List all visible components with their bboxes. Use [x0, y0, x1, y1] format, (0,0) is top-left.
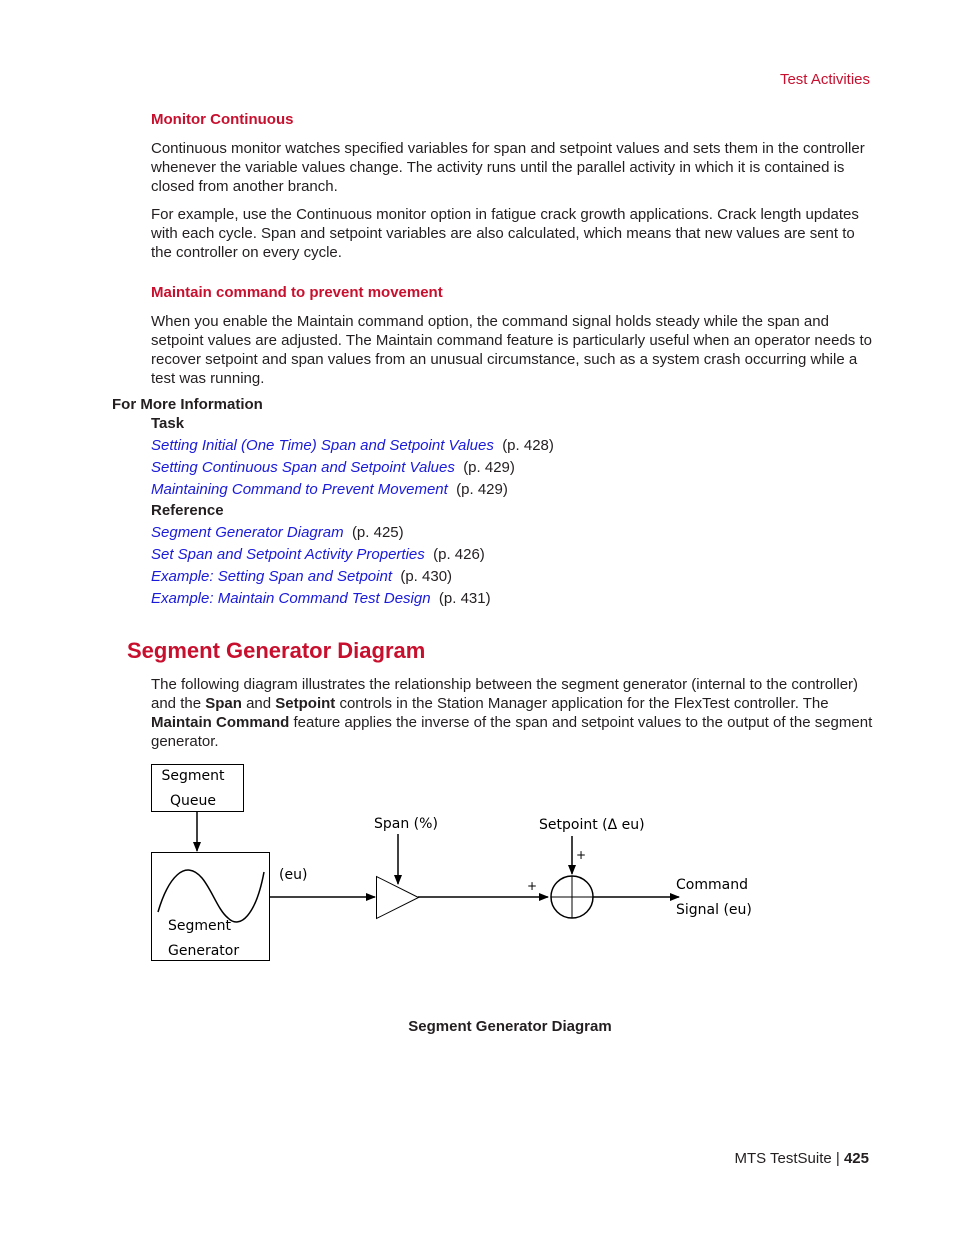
reference-link-segment-generator-diagram[interactable]: Segment Generator Diagram [151, 524, 344, 541]
span-label: Span (%) [374, 816, 438, 832]
segment-generator-heading: Segment Generator Diagram [127, 638, 426, 663]
task-link-continuous-span-setpoint[interactable]: Setting Continuous Span and Setpoint Values [151, 459, 455, 476]
diagram-caption: Segment Generator Diagram [408, 1018, 612, 1035]
maintain-command-heading: Maintain command to prevent movement [151, 284, 443, 301]
intro-text: The following diagram illustrates the relationship between the segment generator (internal to the controller) and the [151, 676, 859, 712]
generator-label-line2: Generator [168, 943, 240, 959]
summer-plus-top: + [576, 848, 587, 862]
intro-bold-setpoint: Setpoint [275, 695, 336, 712]
output-label-line1: Command [676, 877, 748, 893]
monitor-paragraph-2: For example, use the Continuous monitor option in fatigue crack growth applications. Crack length updates with each cycle. Span and setpoint variables are also calculated, which means that new values are sent to the controller on every cycle. [151, 206, 859, 261]
page-ref: (p. 428) [502, 437, 554, 454]
reference-label: Reference [151, 502, 224, 519]
task-label: Task [151, 415, 185, 432]
reference-link-activity-properties[interactable]: Set Span and Setpoint Activity Properties [151, 546, 425, 563]
setpoint-label: Setpoint (Δ eu) [539, 817, 645, 833]
intro-text: and [241, 695, 276, 712]
footer-page-number: 425 [843, 1150, 869, 1167]
queue-label-line1: Segment [161, 768, 225, 784]
summer-plus-left: + [527, 879, 538, 893]
page-ref: (p. 426) [433, 546, 485, 563]
output-label-line2: Signal (eu) [676, 902, 752, 918]
intro-bold-maintain: Maintain Command [151, 714, 290, 731]
page-ref: (p. 429) [456, 481, 508, 498]
footer-separator: | [831, 1150, 844, 1167]
maintain-paragraph: When you enable the Maintain command option, the command signal holds steady while the span and setpoint values are adjusted. The Maintain command feature is particularly useful when an operator needs to recover setpoint and span values from an unusual circumstance, such as a system crash occurring while a test was running. [151, 313, 872, 387]
reference-link-example-setting[interactable]: Example: Setting Span and Setpoint [151, 568, 392, 585]
generator-label-line1: Segment [168, 918, 231, 934]
eu-label: (eu) [279, 867, 308, 883]
queue-label-line2: Queue [170, 793, 216, 809]
reference-link-example-maintain[interactable]: Example: Maintain Command Test Design [151, 590, 431, 607]
monitor-paragraph-1: Continuous monitor watches specified variables for span and setpoint values and sets them in the controller whenever the variable values change. The activity runs until the parallel activity in which it is contained is closed from another branch. [151, 140, 865, 195]
task-link-initial-span-setpoint[interactable]: Setting Initial (One Time) Span and Setpoint Values [151, 437, 494, 454]
more-info-heading: For More Information [112, 396, 263, 413]
intro-bold-span: Span [205, 695, 242, 712]
page-footer [734, 1150, 869, 1167]
running-header: Test Activities [779, 71, 870, 88]
intro-text: feature applies the inverse of the span and setpoint values to the output of the segment generator. [151, 714, 873, 750]
task-link-maintaining-command[interactable]: Maintaining Command to Prevent Movement [151, 481, 448, 498]
page-ref: (p. 430) [400, 568, 453, 585]
page-ref: (p. 431) [438, 590, 491, 607]
sine-wave-icon [158, 870, 264, 922]
monitor-continuous-heading: Monitor Continuous [151, 111, 294, 128]
page-ref: (p. 425) [351, 524, 404, 541]
intro-text: controls in the Station Manager application for the FlexTest controller. The [335, 695, 829, 712]
footer-product: MTS TestSuite [734, 1150, 832, 1167]
page-ref: (p. 429) [463, 459, 515, 476]
